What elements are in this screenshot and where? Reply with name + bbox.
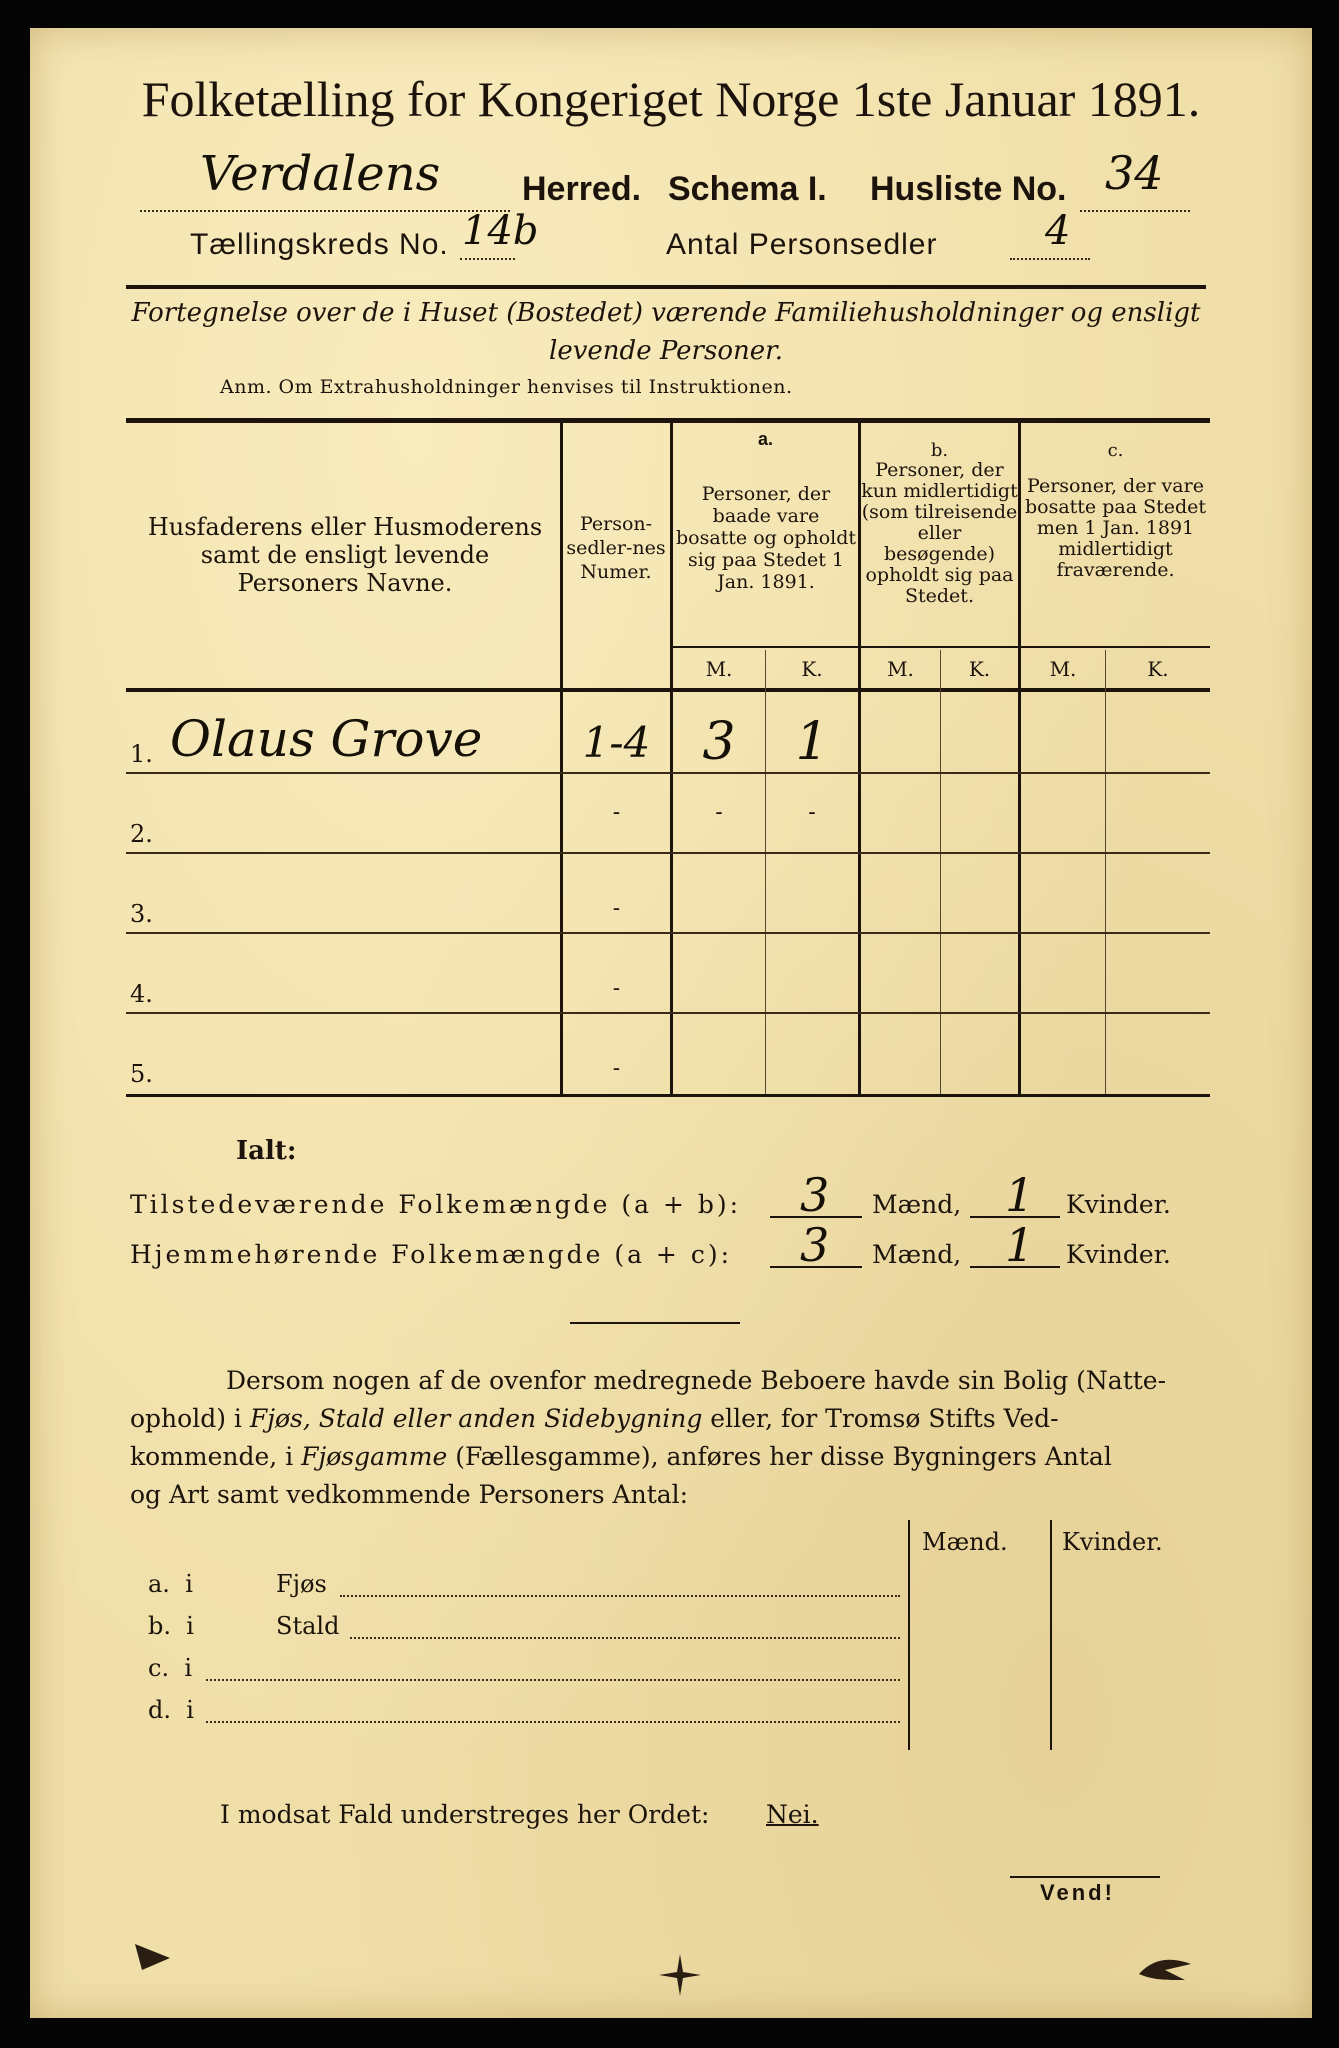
building-row-a-label: a. i (148, 1570, 193, 1598)
header-rule (126, 285, 1206, 289)
row-line-4 (126, 1012, 1210, 1014)
col-c-letter: c. (1107, 440, 1124, 461)
crosshair-mark-icon (655, 1950, 705, 2000)
tilst-k-value: 1 (1005, 1168, 1035, 1222)
paragraph-text: eller, for Tromsø Stifts Ved- (702, 1404, 1059, 1433)
paragraph-line-2 (130, 1404, 1059, 1433)
paragraph-text: kommende, i (130, 1442, 302, 1471)
row-line-2 (126, 852, 1210, 854)
col-c-m: M. (1049, 657, 1077, 681)
nei-word: Nei. (766, 1800, 819, 1829)
row-num: 1-4 (582, 718, 651, 767)
vend-label: Vend! (1040, 1880, 1115, 1905)
paragraph-text: (Fællesgamme), anføres her disse Bygningers Antal (447, 1442, 1112, 1471)
col-a-m: M. (705, 657, 733, 681)
row-number: 4. (130, 980, 153, 1008)
col-c-k: K. (1147, 657, 1169, 681)
vend-rule (1010, 1876, 1160, 1878)
tilst-m-value: 3 (800, 1168, 830, 1222)
section-divider (570, 1322, 740, 1324)
row-line-1 (126, 772, 1210, 774)
table-top-rule (126, 418, 1210, 423)
buildings-maend-header: Mænd. (922, 1528, 1008, 1556)
tilst-kvinder: Kvinder. (1066, 1190, 1171, 1219)
husliste-label: Husliste No. (870, 170, 1067, 208)
row-a-k: - (808, 800, 816, 825)
buildings-kvinder-header: Kvinder. (1062, 1528, 1163, 1556)
col-a-letter: a. (757, 429, 773, 449)
row-a-m: 3 (702, 712, 736, 772)
tilst-label: Tilstedeværende Folkemængde (a + b): (130, 1190, 742, 1219)
form-title: Folketælling for Kongeriget Norge 1ste Januar 1891. (141, 71, 1201, 127)
buildings-divider-1 (908, 1520, 910, 1750)
col-header-num: Person-sedler-nes Numer. (566, 513, 666, 583)
col-b-k: K. (968, 657, 991, 681)
paragraph-emphasis: Fjøsgamme (301, 1442, 448, 1471)
col-a-k: K. (801, 657, 823, 681)
buildings-divider-2 (1050, 1520, 1052, 1750)
tilst-maend: Mænd, (872, 1190, 962, 1219)
schema-label: Schema I. (668, 170, 827, 208)
col-b-m: M. (887, 657, 914, 681)
building-row-c-label: c. i (148, 1654, 193, 1682)
col-header-c: Personer, der vare bosatte paa Stedet men 1 Jan. 1891 midlertidigt fraværende. (1024, 475, 1207, 581)
building-row-b-label: b. i (148, 1612, 194, 1640)
hjem-k-value: 1 (1005, 1218, 1035, 1272)
husliste-value: 34 (1105, 146, 1164, 200)
paragraph-line-1: Dersom nogen af de ovenfor medregnede Beboere havde sin Bolig (Natte- (226, 1366, 1167, 1395)
row-a-m: - (715, 800, 723, 825)
building-row-b-text: Stald (276, 1612, 340, 1640)
building-row-a-text: Fjøs (276, 1570, 327, 1598)
building-row-c-dots (206, 1678, 900, 1681)
ialt-label: Ialt: (236, 1136, 297, 1166)
form-subtitle: Fortegnelse over de i Huset (Bostedet) værende Familiehusholdninger og ensligt levende Personer. (131, 298, 1201, 366)
herred-label: Herred. (522, 170, 642, 208)
row-num: - (612, 896, 621, 921)
row-line-3 (126, 932, 1210, 934)
row-num: - (612, 976, 621, 1001)
instruction-note: Anm. Om Extrahusholdninger henvises til Instruktionen. (220, 376, 793, 398)
building-row-a-dots (340, 1594, 900, 1597)
hjem-label: Hjemmehørende Folkemængde (a + c): (130, 1240, 732, 1269)
row-number: 2. (130, 820, 153, 848)
paragraph-emphasis: Fjøs, Stald eller anden Sidebygning (249, 1404, 703, 1433)
row-number: 5. (130, 1060, 153, 1088)
paragraph-line-4: og Art samt vedkommende Personers Antal: (130, 1480, 689, 1509)
col-b-mk-divider (940, 650, 941, 1094)
corner-mark-left-icon (130, 1936, 180, 1976)
antal-value: 4 (1045, 208, 1071, 254)
kreds-label: Tællingskreds No. (190, 228, 449, 261)
paragraph-text: ophold) i (130, 1404, 250, 1433)
row-number: 3. (130, 900, 153, 928)
hjem-maend: Mænd, (872, 1240, 962, 1269)
corner-mark-right-icon (1135, 1946, 1195, 1986)
mk-subheader-rule (672, 646, 1210, 648)
col-c-mk-divider (1105, 650, 1106, 1094)
hjem-m-value: 3 (800, 1218, 830, 1272)
hjem-kvinder: Kvinder. (1066, 1240, 1171, 1269)
table-bottom-rule (126, 1094, 1210, 1097)
col-header-name: Husfaderens eller Husmoderens samt de ensligt levende Personers Navne. (147, 513, 543, 597)
col-header-b: Personer, der kun midlertidigt (som tilreisende eller besøgende) opholdt sig paa Stedet. (861, 459, 1018, 607)
col-header-a: Personer, der baade vare bosatte og opholdt sig paa Stedet 1 Jan. 1891. (675, 483, 857, 593)
table-header-rule (126, 688, 1210, 692)
row-a-k: 1 (795, 712, 829, 772)
antal-label: Antal Personsedler (666, 228, 938, 261)
building-row-d-dots (206, 1720, 900, 1723)
col-b-letter: b. (930, 440, 949, 461)
herred-value: Verdalens (200, 146, 441, 202)
row-num: - (612, 1056, 621, 1081)
building-row-d-label: d. i (148, 1696, 194, 1724)
row-name: Olaus Grove (170, 710, 483, 768)
row-num: - (612, 800, 621, 825)
row-number: 1. (130, 740, 153, 768)
census-form-page (30, 28, 1312, 2018)
paragraph-line-3 (130, 1442, 1112, 1471)
building-row-b-dots (350, 1636, 900, 1639)
modsat-text: I modsat Fald understreges her Ordet: (220, 1800, 710, 1829)
kreds-value: 14b (462, 208, 539, 254)
